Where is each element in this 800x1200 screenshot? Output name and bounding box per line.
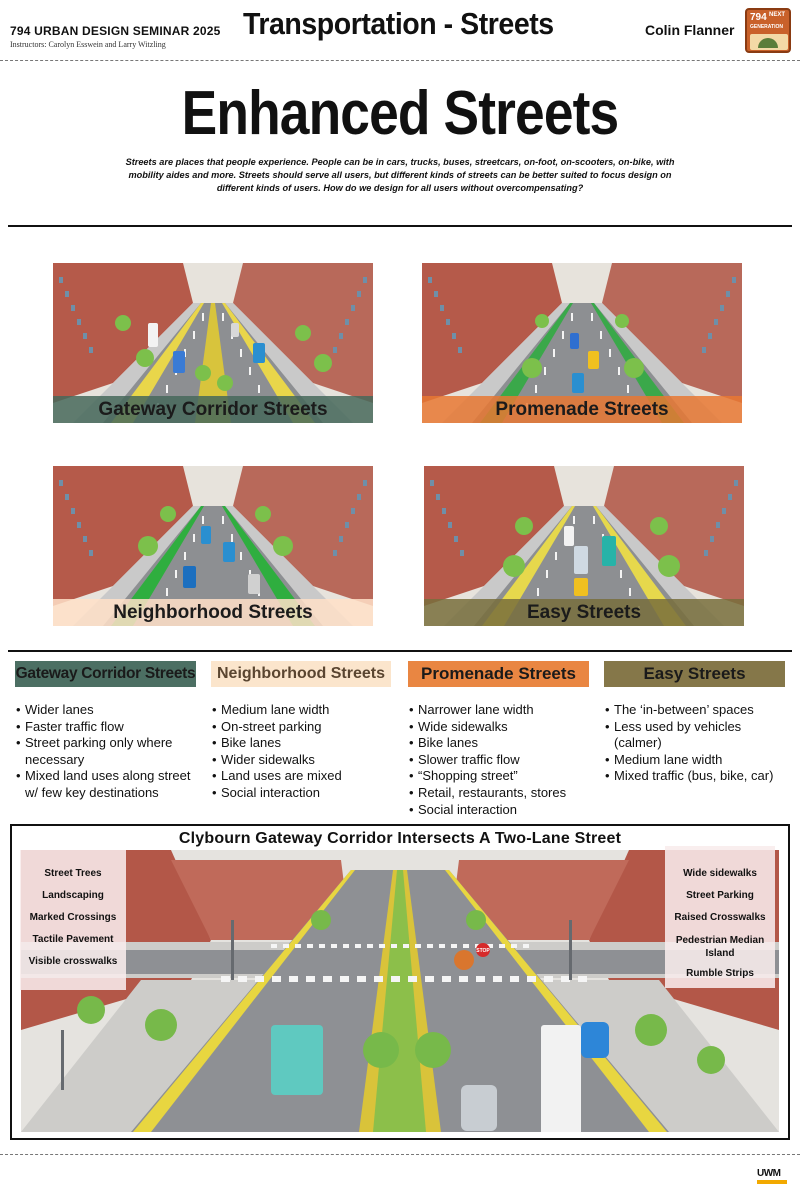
vehicle bbox=[183, 566, 196, 588]
lane-marking bbox=[249, 367, 251, 375]
bullet-list-neighborhood bbox=[212, 702, 392, 802]
window bbox=[77, 522, 81, 528]
crosswalk-stripe bbox=[451, 944, 457, 948]
street-tree bbox=[145, 1009, 177, 1041]
crosswalk-stripe bbox=[255, 976, 264, 982]
vehicle bbox=[148, 323, 158, 347]
window bbox=[710, 536, 714, 542]
window bbox=[363, 277, 367, 283]
window bbox=[345, 522, 349, 528]
list-item: • Mixed land uses along street w/ few key destinations bbox=[16, 768, 196, 801]
lane-marking bbox=[593, 516, 595, 524]
crosswalk-stripe bbox=[319, 944, 325, 948]
window bbox=[333, 550, 337, 556]
author-name: Colin Flanner bbox=[645, 22, 735, 38]
crosswalk-stripe bbox=[331, 944, 337, 948]
logo-number: 794 bbox=[750, 12, 767, 23]
lane-marking bbox=[240, 552, 242, 560]
crosswalk-stripe bbox=[238, 976, 247, 982]
crosswalk-stripe bbox=[272, 976, 281, 982]
crosswalk-stripe bbox=[499, 944, 505, 948]
feature-raised-crosswalks: Raised Crosswalks bbox=[674, 912, 766, 923]
window bbox=[446, 319, 450, 325]
window bbox=[440, 305, 444, 311]
list-item: • Social interaction bbox=[212, 785, 392, 802]
lane-marking bbox=[193, 534, 195, 542]
gateway-corridor-street-image bbox=[53, 263, 373, 423]
crosswalk-stripe bbox=[578, 976, 587, 982]
crosswalk-stripe bbox=[307, 944, 313, 948]
street-tree bbox=[138, 536, 158, 556]
street-light bbox=[61, 1030, 64, 1090]
crosswalk-stripe bbox=[355, 944, 361, 948]
image-caption-neighborhood: Neighborhood Streets bbox=[53, 599, 373, 626]
crosswalk-stripe bbox=[289, 976, 298, 982]
lane-marking bbox=[222, 516, 224, 524]
bullet-list-promenade bbox=[409, 702, 594, 818]
vehicle bbox=[572, 373, 584, 393]
list-item: • Medium lane width bbox=[212, 702, 392, 719]
street-tree bbox=[650, 517, 668, 535]
crosswalk-stripe bbox=[283, 944, 289, 948]
crosswalk-stripe bbox=[415, 944, 421, 948]
vehicle bbox=[223, 542, 235, 562]
street-tree bbox=[515, 517, 533, 535]
crosswalk-stripe bbox=[391, 944, 397, 948]
feature-street-trees: Street Trees bbox=[44, 868, 102, 879]
window bbox=[448, 522, 452, 528]
window bbox=[89, 550, 93, 556]
crosswalk-stripe bbox=[463, 944, 469, 948]
feature-rumble-strips: Rumble Strips bbox=[686, 968, 754, 979]
window bbox=[436, 494, 440, 500]
logo-landscape-icon bbox=[750, 34, 788, 50]
street-tree bbox=[160, 506, 176, 522]
crosswalk-stripe bbox=[221, 976, 230, 982]
list-item: • Wider sidewalks bbox=[212, 752, 392, 769]
lane-marking bbox=[222, 313, 224, 321]
window bbox=[708, 333, 712, 339]
window bbox=[720, 305, 724, 311]
list-item: • Retail, restaurants, stores bbox=[409, 785, 594, 802]
category-heading-neighborhood: Neighborhood Streets bbox=[211, 661, 391, 687]
window bbox=[339, 333, 343, 339]
list-item: • Bike lanes bbox=[212, 735, 392, 752]
street-tree bbox=[295, 325, 311, 341]
window bbox=[722, 508, 726, 514]
crosswalk-stripe bbox=[476, 976, 485, 982]
crosswalk-stripe bbox=[391, 976, 400, 982]
lane-marking bbox=[544, 367, 546, 375]
window bbox=[351, 305, 355, 311]
vehicle bbox=[564, 526, 574, 546]
window bbox=[71, 508, 75, 514]
street-tree bbox=[415, 1032, 451, 1068]
crosswalk-stripe bbox=[511, 944, 517, 948]
list-item: • Mixed traffic (bus, bike, car) bbox=[605, 768, 790, 785]
category-heading-promenade: Promenade Streets bbox=[408, 661, 589, 687]
lane-marking bbox=[240, 349, 242, 357]
lane-marking bbox=[553, 349, 555, 357]
list-item: • Faster traffic flow bbox=[16, 719, 196, 736]
feature-visible-crosswalks: Visible crosswalks bbox=[28, 956, 118, 967]
window bbox=[460, 550, 464, 556]
list-item: • Slower traffic flow bbox=[409, 752, 594, 769]
vehicle bbox=[574, 578, 588, 596]
fire-truck bbox=[541, 1025, 581, 1132]
category-heading-gateway: Gateway Corridor Streets bbox=[15, 661, 196, 687]
lane-marking bbox=[609, 349, 611, 357]
uwm-logo bbox=[757, 1168, 787, 1186]
crosswalk-stripe bbox=[343, 944, 349, 948]
window bbox=[357, 291, 361, 297]
image-caption-promenade: Promenade Streets bbox=[422, 396, 742, 423]
window bbox=[714, 319, 718, 325]
window bbox=[458, 347, 462, 353]
lane-marking bbox=[193, 331, 195, 339]
poster-header bbox=[0, 0, 800, 58]
street-tree bbox=[273, 536, 293, 556]
vehicle bbox=[173, 351, 185, 373]
image-caption-gateway: Gateway Corridor Streets bbox=[53, 396, 373, 423]
feature-pedestrian-median-island: Pedestrian Median Island bbox=[675, 935, 765, 959]
right-feature-list bbox=[665, 846, 775, 988]
window bbox=[726, 291, 730, 297]
list-item: • Less used by vehicles (calmer) bbox=[605, 719, 790, 752]
bullet-list-easy bbox=[605, 702, 790, 785]
street-tree bbox=[363, 1032, 399, 1068]
image-caption-easy: Easy Streets bbox=[424, 599, 744, 626]
lane-marking bbox=[202, 516, 204, 524]
crosswalk-stripe bbox=[271, 944, 277, 948]
window bbox=[702, 347, 706, 353]
crosswalk-stripe bbox=[295, 944, 301, 948]
neighborhood-street-image bbox=[53, 466, 373, 626]
street-tree bbox=[466, 910, 486, 930]
list-item: • Land uses are mixed bbox=[212, 768, 392, 785]
vehicle bbox=[588, 351, 599, 369]
street-tree bbox=[195, 365, 211, 381]
intersection-title: Clybourn Gateway Corridor Intersects A Two-Lane Street bbox=[178, 830, 622, 847]
window bbox=[65, 494, 69, 500]
list-item: • Narrower lane width bbox=[409, 702, 594, 719]
crosswalk-stripe bbox=[367, 944, 373, 948]
window bbox=[428, 277, 432, 283]
car bbox=[461, 1085, 497, 1131]
street-tree bbox=[522, 358, 542, 378]
next-generation-logo bbox=[745, 8, 791, 53]
lane-marking bbox=[555, 552, 557, 560]
lane-marking bbox=[600, 331, 602, 339]
street-tree bbox=[311, 910, 331, 930]
street-tree bbox=[635, 1014, 667, 1046]
street-tree bbox=[217, 375, 233, 391]
street-tree bbox=[697, 1046, 725, 1074]
lane-marking bbox=[546, 570, 548, 578]
crosswalk-stripe bbox=[425, 976, 434, 982]
window bbox=[77, 319, 81, 325]
lane-marking bbox=[571, 313, 573, 321]
intro-paragraph: Streets are places that people experience. People can be in cars, trucks, buses, streetcars, on-foot, on-scooters, on-bike, with mobility aides and more. Streets should serve all users, but different kinds of streets can be better suited to focus design on different kinds of users. How do we design for all users without overcompensating? bbox=[125, 157, 675, 193]
street-tree bbox=[624, 358, 644, 378]
feature-tactile-pavement: Tactile Pavement bbox=[32, 934, 114, 945]
instructors-line: Instructors: Carolyn Esswein and Larry Witzling bbox=[10, 40, 166, 49]
window bbox=[65, 291, 69, 297]
window bbox=[59, 480, 63, 486]
lane-marking bbox=[166, 385, 168, 393]
crosswalk-stripe bbox=[527, 976, 536, 982]
street-tree bbox=[314, 354, 332, 372]
lane-marking bbox=[629, 588, 631, 596]
category-heading-easy: Easy Streets bbox=[604, 661, 785, 687]
list-item: • Social interaction bbox=[409, 802, 594, 819]
header-divider bbox=[0, 60, 800, 61]
lane-marking bbox=[202, 313, 204, 321]
window bbox=[83, 333, 87, 339]
lane-marking bbox=[591, 313, 593, 321]
lane-marking bbox=[627, 385, 629, 393]
window bbox=[339, 536, 343, 542]
crosswalk-stripe bbox=[427, 944, 433, 948]
stop-sign-text: STOP bbox=[476, 948, 490, 954]
uwm-logo-bar bbox=[757, 1180, 787, 1184]
crosswalk-stripe bbox=[323, 976, 332, 982]
vehicle bbox=[574, 546, 588, 574]
feature-street-parking: Street Parking bbox=[686, 890, 754, 901]
crosswalk-stripe bbox=[357, 976, 366, 982]
window bbox=[345, 319, 349, 325]
window bbox=[734, 480, 738, 486]
street-light bbox=[231, 920, 234, 980]
window bbox=[442, 508, 446, 514]
list-item: • “Shopping street” bbox=[409, 768, 594, 785]
lane-marking bbox=[535, 385, 537, 393]
car bbox=[581, 1022, 609, 1058]
bullet-list-gateway bbox=[16, 702, 196, 802]
seminar-title: 794 URBAN DESIGN SEMINAR 2025 bbox=[10, 24, 221, 38]
section-rule-middle bbox=[8, 650, 792, 652]
window bbox=[363, 480, 367, 486]
window bbox=[704, 550, 708, 556]
vehicle bbox=[602, 536, 616, 566]
vehicle bbox=[201, 526, 211, 544]
street-tree bbox=[255, 506, 271, 522]
street-tree bbox=[77, 996, 105, 1024]
crosswalk-stripe bbox=[544, 976, 553, 982]
lane-marking bbox=[175, 570, 177, 578]
street-tree bbox=[503, 555, 525, 577]
lane-marking bbox=[184, 552, 186, 560]
window bbox=[430, 480, 434, 486]
window bbox=[434, 291, 438, 297]
window bbox=[454, 536, 458, 542]
window bbox=[357, 494, 361, 500]
window bbox=[71, 305, 75, 311]
crosswalk-stripe bbox=[340, 976, 349, 982]
street-light bbox=[569, 920, 572, 980]
window bbox=[333, 347, 337, 353]
lane-marking bbox=[573, 516, 575, 524]
list-item: • Bike lanes bbox=[409, 735, 594, 752]
vehicle bbox=[231, 323, 239, 337]
window bbox=[452, 333, 456, 339]
crosswalk-stripe bbox=[403, 944, 409, 948]
promenade-street-image bbox=[422, 263, 742, 423]
section-rule-top bbox=[8, 225, 792, 227]
crosswalk-stripe bbox=[561, 976, 570, 982]
list-item: • Wider lanes bbox=[16, 702, 196, 719]
lane-marking bbox=[620, 570, 622, 578]
lane-marking bbox=[618, 367, 620, 375]
crosswalk-stripe bbox=[439, 944, 445, 948]
page-title: Transportation - Streets bbox=[243, 6, 554, 41]
crosswalk-stripe bbox=[408, 976, 417, 982]
lane-marking bbox=[231, 534, 233, 542]
lane-marking bbox=[562, 331, 564, 339]
crosswalk-stripe bbox=[379, 944, 385, 948]
vehicle bbox=[570, 333, 579, 349]
crosswalk-stripe bbox=[306, 976, 315, 982]
window bbox=[716, 522, 720, 528]
feature-landscaping: Landscaping bbox=[42, 890, 104, 901]
window bbox=[89, 347, 93, 353]
list-item: • Street parking only where necessary bbox=[16, 735, 196, 768]
crossing-guard bbox=[454, 950, 474, 970]
lane-marking bbox=[166, 588, 168, 596]
crosswalk-stripe bbox=[523, 944, 529, 948]
lane-marking bbox=[537, 588, 539, 596]
crosswalk-stripe bbox=[459, 976, 468, 982]
window bbox=[732, 277, 736, 283]
street-tree bbox=[615, 314, 629, 328]
window bbox=[728, 494, 732, 500]
list-item: • Medium lane width bbox=[605, 752, 790, 769]
list-item: • Wide sidewalks bbox=[409, 719, 594, 736]
crosswalk-stripe bbox=[374, 976, 383, 982]
crosswalk-stripe bbox=[510, 976, 519, 982]
street-tree bbox=[658, 555, 680, 577]
list-item: • The ‘in-between’ spaces bbox=[605, 702, 790, 719]
vehicle bbox=[248, 574, 260, 594]
crosswalk-stripe bbox=[493, 976, 502, 982]
lane-marking bbox=[258, 385, 260, 393]
street-tree bbox=[136, 349, 154, 367]
feature-marked-crossings: Marked Crossings bbox=[29, 912, 117, 923]
footer-divider bbox=[0, 1154, 800, 1155]
delivery-truck bbox=[271, 1025, 323, 1095]
left-feature-list bbox=[20, 850, 126, 990]
easy-street-image bbox=[424, 466, 744, 626]
list-item: • On-street parking bbox=[212, 719, 392, 736]
logo-line1: NEXT bbox=[769, 12, 786, 18]
feature-wide-sidewalks: Wide sidewalks bbox=[683, 868, 757, 879]
window bbox=[83, 536, 87, 542]
street-tree bbox=[115, 315, 131, 331]
window bbox=[351, 508, 355, 514]
window bbox=[59, 277, 63, 283]
crosswalk-stripe bbox=[442, 976, 451, 982]
hero-title: Enhanced Streets bbox=[181, 79, 619, 148]
logo-line2: GENERATION bbox=[750, 24, 783, 30]
vehicle bbox=[253, 343, 265, 363]
uwm-logo-text: UWM bbox=[757, 1168, 781, 1179]
street-tree bbox=[535, 314, 549, 328]
